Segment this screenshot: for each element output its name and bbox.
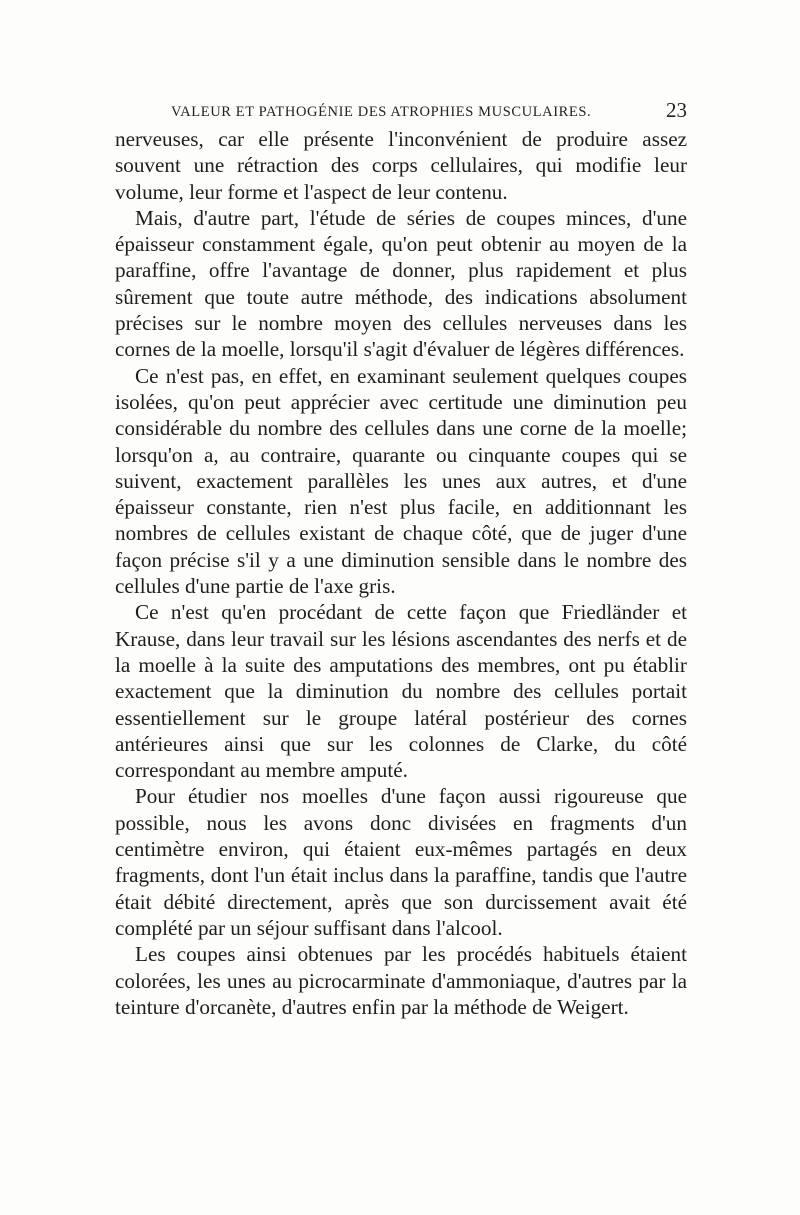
page-number: 23 bbox=[666, 98, 687, 122]
paragraph-method: Pour étudier nos moelles d'une façon aussi rigoureuse que possible, nous les avons donc divisées en fragments d'un centimètre environ, qui étaient eux-mêmes partagés en deux fragments, dont l'un était inclus dans la paraffine, tandis que l'autre était débité directement, après que son durcissement avait été complété par un séjour suffisant dans l'alcool. bbox=[115, 784, 687, 940]
running-title: VALEUR ET PATHOGÉNIE DES ATROPHIES MUSCULAIRES. bbox=[171, 104, 592, 120]
paragraph-continued: nerveuses, car elle présente l'inconvénient de produire assez souvent une rétraction des corps cellulaires, qui modifie leur volume, leur forme et l'aspect de leur contenu. bbox=[115, 127, 687, 204]
paragraph-paraffin-sections: Mais, d'autre part, l'étude de séries de coupes minces, d'une épaisseur constamment égale, qu'on peut obtenir au moyen de la paraffine, offre l'avantage de donner, plus rapidement et plus sûrement que toute autre méthode, des indications absolument précises sur le nombre moyen des cellules nerveuses dans les cornes de la moelle, lorsqu'il s'agit d'évaluer de légères différences. bbox=[115, 205, 687, 362]
paragraph-staining: Les coupes ainsi obtenues par les procédés habituels étaient colorées, les unes au picrocarminate d'ammoniaque, d'autres par la teinture d'orcanète, d'autres enfin par la méthode de Weigert. bbox=[115, 942, 687, 1019]
paragraph-cell-counting: Ce n'est pas, en effet, en examinant seulement quelques coupes isolées, qu'on peut apprécier avec certitude une diminution peu considérable du nombre des cellules dans une corne de la moelle; lorsqu'on a, au contraire, quarante ou cinquante coupes qui se suivent, exactement parallèles les unes aux autres, et d'une épaisseur constante, rien n'est plus facile, en additionnant les nombres de cellules existant de chaque côté, que de juger d'une façon précise s'il y a une diminution sensible dans le nombre des cellules d'une partie de l'axe gris. bbox=[115, 363, 687, 599]
running-header bbox=[115, 98, 687, 126]
paragraph-friedlander-krause: Ce n'est qu'en procédant de cette façon que Friedländer et Krause, dans leur travail sur les lésions ascendantes des nerfs et de la moelle à la suite des amputations des membres, ont pu établir exactement que la diminution du nombre des cellules portait essentiellement sur le groupe latéral postérieur des cornes antérieures ainsi que sur les colonnes de Clarke, du côté correspondant au membre amputé. bbox=[115, 600, 687, 783]
body-text bbox=[115, 126, 687, 1020]
